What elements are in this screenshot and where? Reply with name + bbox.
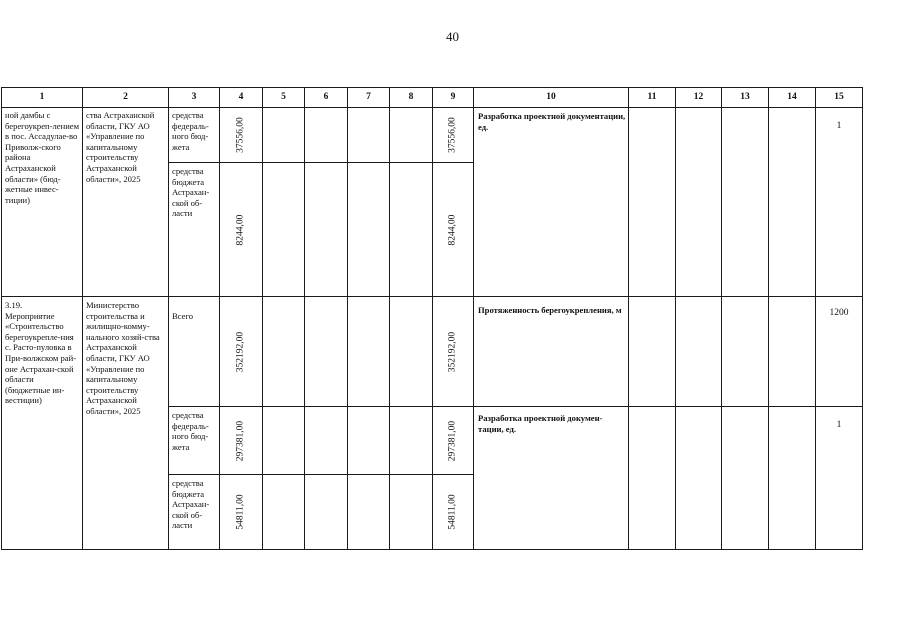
- col-header: 13: [722, 88, 769, 108]
- indicator-text: Разработка проектной документации, ед.: [478, 111, 626, 132]
- source-cell: [169, 163, 220, 297]
- indicator-cell: [474, 407, 629, 550]
- source-cell: [169, 475, 220, 550]
- amount-value: 352192,00: [235, 331, 246, 372]
- header-row: [2, 88, 863, 108]
- col-header: 7: [348, 88, 390, 108]
- table-row: [2, 108, 863, 163]
- col-header: 4: [220, 88, 263, 108]
- amount-cell: [220, 297, 263, 407]
- target-value: 1: [836, 420, 842, 430]
- amount-value: 37556,00: [235, 117, 246, 153]
- amount-cell: [220, 108, 263, 163]
- total-cell: [433, 163, 474, 297]
- col-header: 9: [433, 88, 474, 108]
- total-value: 297381,00: [447, 420, 458, 461]
- indicator-cell: [474, 108, 629, 297]
- total-value: 8244,00: [447, 214, 458, 245]
- col-header: 15: [816, 88, 863, 108]
- funding-source: средства федераль-ного бюд-жета: [172, 410, 209, 452]
- measure-name-cell: [2, 108, 83, 297]
- col-header: 1: [2, 88, 83, 108]
- target-value-cell: [816, 297, 863, 407]
- table-row: [2, 297, 863, 407]
- target-value-cell: [816, 407, 863, 550]
- source-cell: [169, 407, 220, 475]
- funding-source: средства бюджета Астрахан-ской об-ласти: [172, 166, 210, 219]
- target-value-cell: [816, 108, 863, 297]
- amount-value: 8244,00: [235, 214, 246, 245]
- total-value: 352192,00: [447, 331, 458, 372]
- total-value: 54811,00: [447, 494, 458, 530]
- col-header: 14: [769, 88, 816, 108]
- col-header: 12: [676, 88, 722, 108]
- budget-table: [1, 87, 863, 550]
- funding-source: средства бюджета Астрахан-ской об-ласти: [172, 478, 210, 531]
- amount-value: 297381,00: [235, 420, 246, 461]
- executor-text: ства Астраханской области, ГКУ АО «Управление по капитальному строительству Астраханской области», 2025: [86, 110, 155, 184]
- amount-cell: [220, 475, 263, 550]
- measure-name: ной дамбы с берегоукреп-лением в пос. Ассадулае-во Приволж-ского района Астраханской области» (бюд-жетные инвес-тиции): [5, 110, 80, 205]
- indicator-text: Разработка проектной докумен-тации, ед.: [478, 413, 603, 434]
- page-number: 40: [446, 29, 459, 44]
- executor-cell: [83, 297, 169, 550]
- total-cell: [433, 475, 474, 550]
- target-value: 1: [836, 121, 842, 131]
- funding-source: Всего: [172, 311, 194, 321]
- total-cell: [433, 407, 474, 475]
- source-cell: [169, 297, 220, 407]
- col-header: 8: [390, 88, 433, 108]
- target-value: 1200: [829, 308, 849, 318]
- col-header: 10: [474, 88, 629, 108]
- total-value: 37556,00: [447, 117, 458, 153]
- amount-value: 54811,00: [235, 494, 246, 530]
- source-cell: [169, 108, 220, 163]
- executor-cell: [83, 108, 169, 297]
- col-header: 6: [305, 88, 348, 108]
- amount-cell: [220, 163, 263, 297]
- amount-cell: [220, 407, 263, 475]
- indicator-text: Протяженность берегоукрепления, м: [478, 305, 622, 315]
- total-cell: [433, 297, 474, 407]
- col-header: 2: [83, 88, 169, 108]
- total-cell: [433, 108, 474, 163]
- funding-source: средства федераль-ного бюд-жета: [172, 110, 209, 152]
- executor-text: Министерство строительства и жилищно-комму-нального хозяй-ства Астраханской области, ГКУ АО «Управление по капитальному строительству Астраханской области», 2025: [86, 300, 160, 416]
- col-header: 3: [169, 88, 220, 108]
- indicator-cell: [474, 297, 629, 407]
- col-header: 11: [629, 88, 676, 108]
- col-header: 5: [263, 88, 305, 108]
- measure-name-cell: [2, 297, 83, 550]
- measure-name: 3.19. Мероприятие «Строительство берегоукрепле-ния с. Расто-пуловка в При-волжском рай-оне Астрахан-ской области (бюджетные ин-вестиции): [5, 300, 77, 406]
